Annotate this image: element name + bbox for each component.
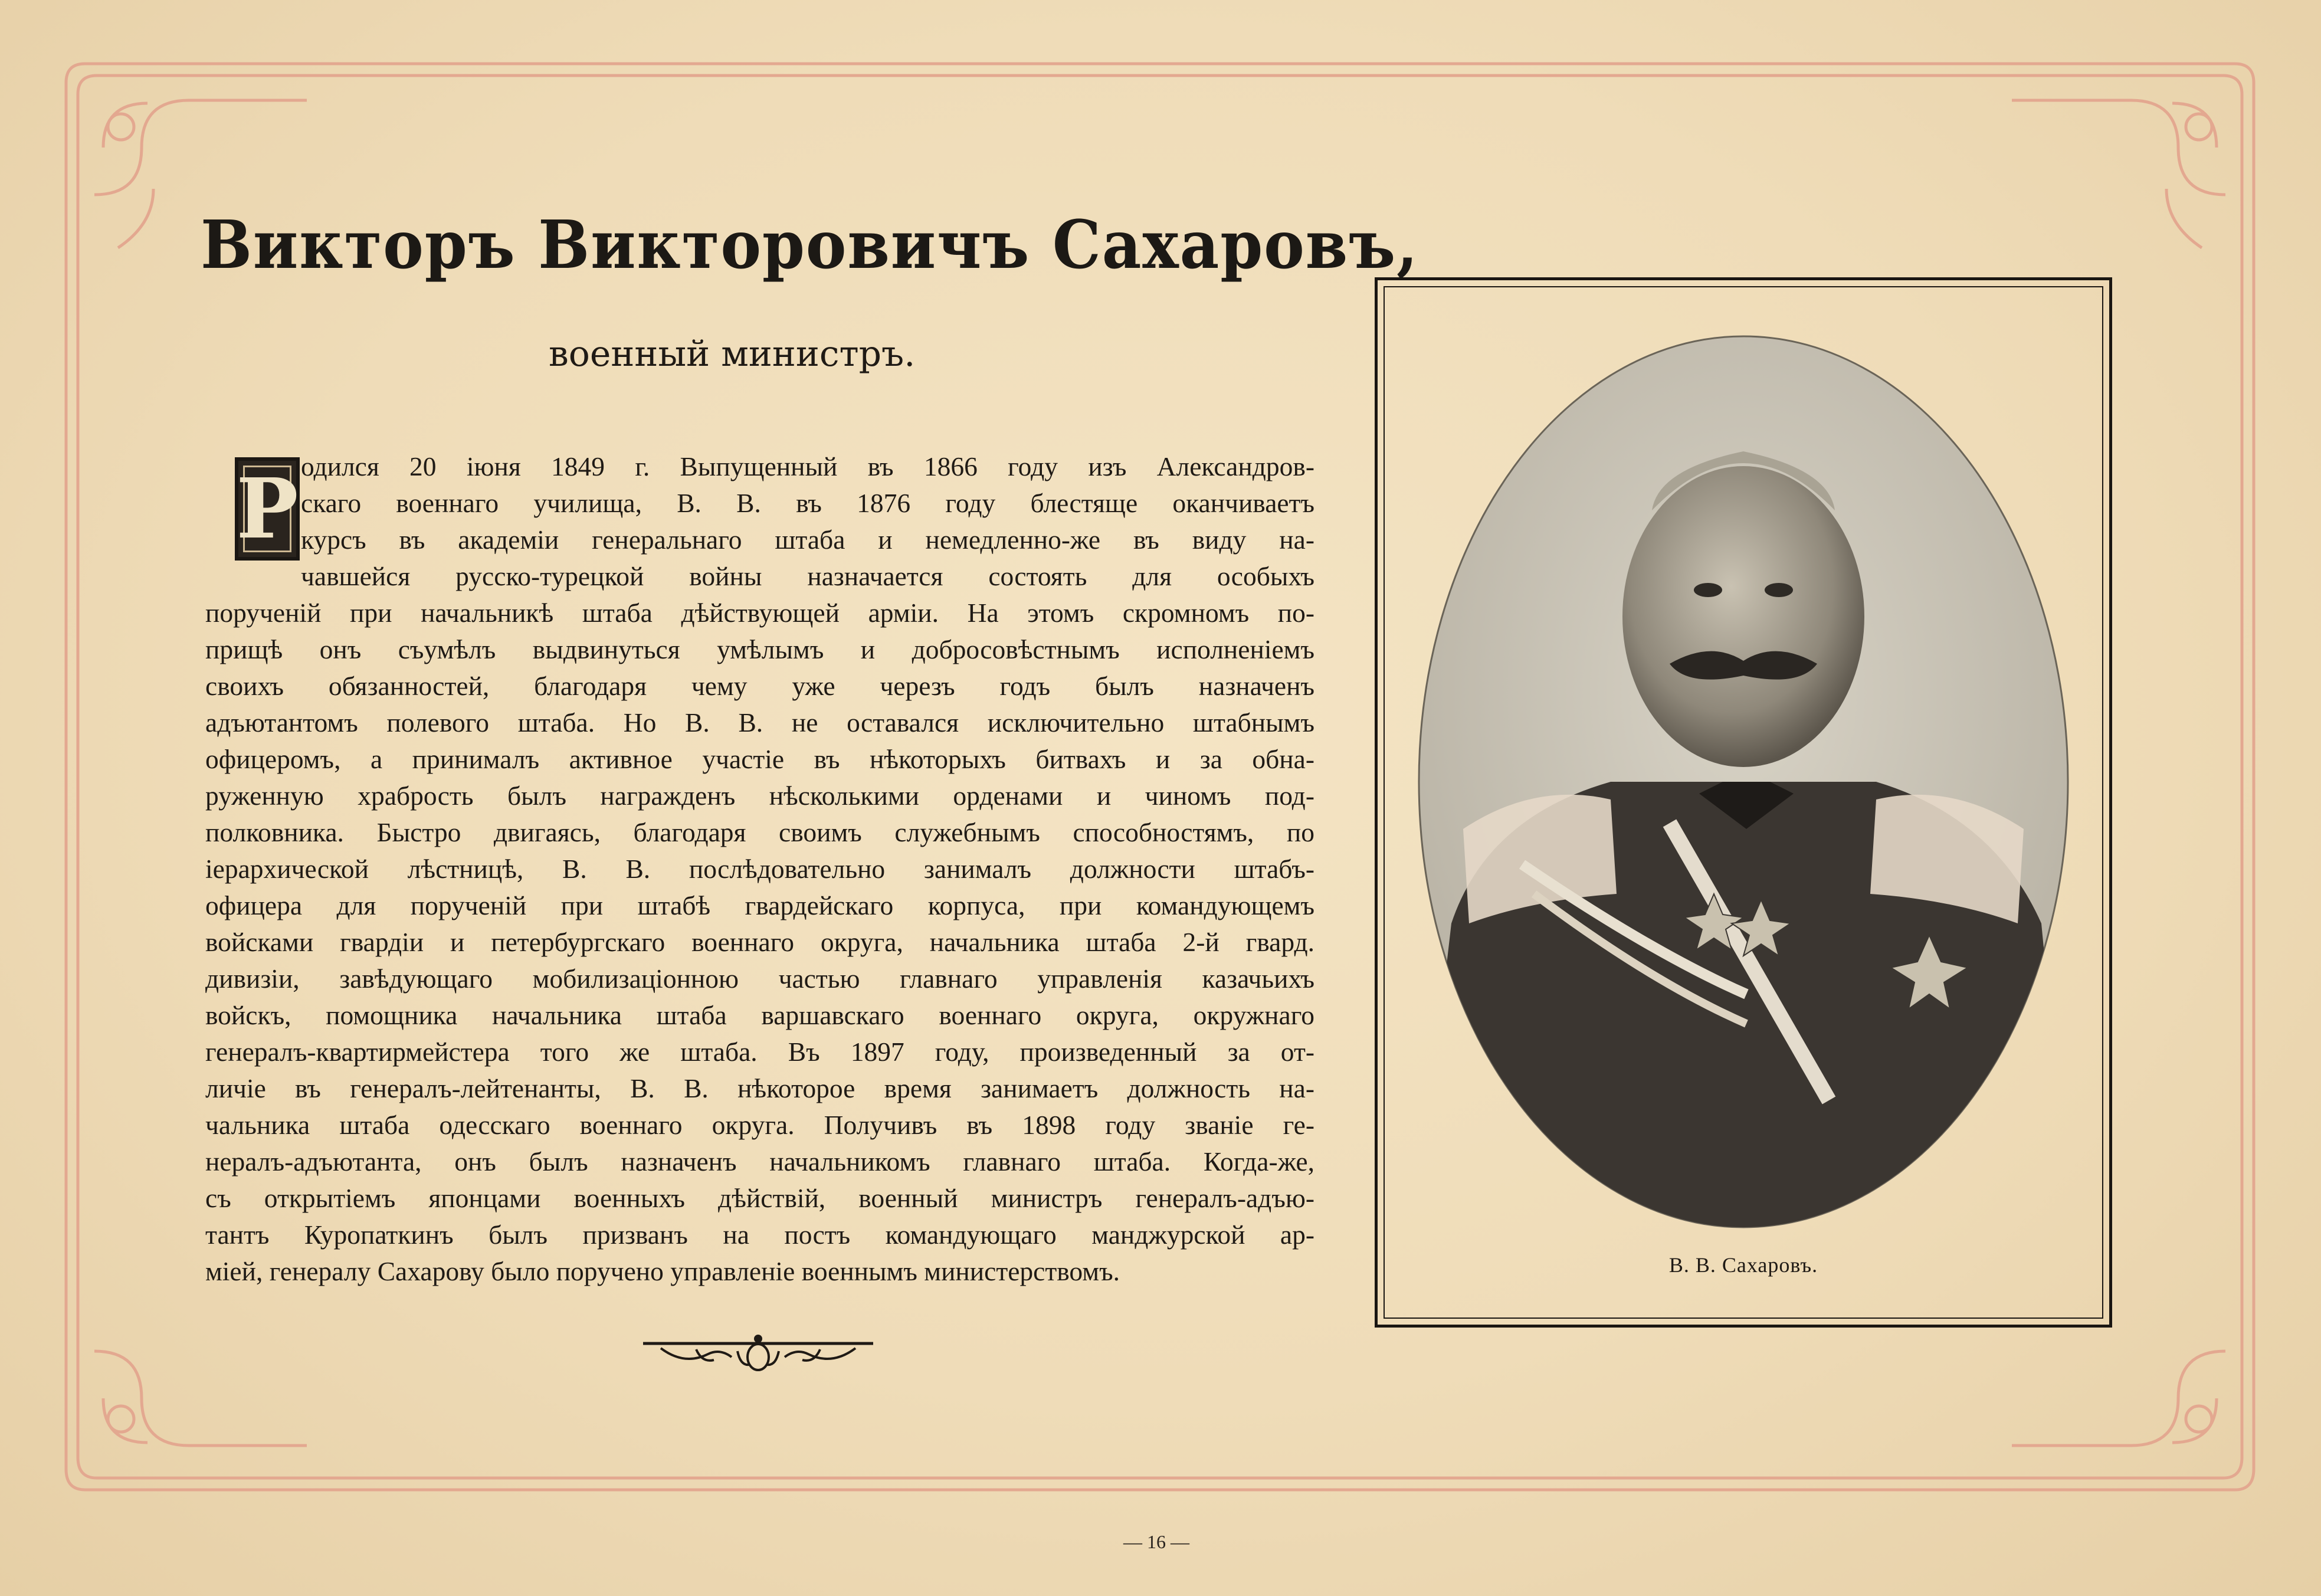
text-line: нералъ-адъютанта, онъ былъ назначенъ начальникомъ главнаго штаба. Когда-же, (205, 1146, 1314, 1176)
text-line: дивизіи, завѣдующаго мобилизаціонною частью главнаго управленія казачьихъ (205, 964, 1314, 994)
text-line: своихъ обязанностей, благодаря чему уже черезъ годъ былъ назначенъ (205, 671, 1314, 701)
text-line: личіе въ генералъ-лейтенанты, В. В. нѣкоторое время занимаетъ должность на- (205, 1073, 1314, 1103)
page-title: Викторъ Викторовичъ Сахаровъ, (201, 207, 1419, 284)
text-line: чавшейся русско-турецкой войны назначается состоять для особыхъ (301, 561, 1314, 591)
text-line: скаго военнаго училища, В. В. въ 1876 году блестяще оканчиваетъ (301, 488, 1314, 518)
text-line: войсками гвардіи и петербургскаго военнаго округа, начальника штаба 2-й гвард. (205, 927, 1314, 957)
text-line: генералъ-квартирмейстера того же штаба. Въ 1897 году, произведенный за от- (205, 1037, 1314, 1067)
text-line: курсъ въ академіи генеральнаго штаба и немедленно-же въ виду на- (301, 525, 1314, 555)
text-line: прищѣ онъ съумѣлъ выдвинуться умѣлымъ и добросовѣстнымъ исполненіемъ (205, 634, 1314, 664)
text-line: порученій при начальникѣ штаба дѣйствующей арміи. На этомъ скромномъ по- (205, 598, 1314, 628)
text-line: офицеромъ, а принималъ активное участіе въ нѣкоторыхъ битвахъ и за обна- (205, 744, 1314, 774)
text-line: іерархической лѣстницѣ, В. В. послѣдовательно занималъ должности штабъ- (205, 854, 1314, 884)
text-line: міей, генералу Сахарову было поручено управленіе военнымъ министерствомъ. (205, 1256, 1120, 1286)
biography-text (205, 448, 1314, 1290)
text-line: чальника штаба одесскаго военнаго округа. Получивъ въ 1898 году званіе ге- (205, 1110, 1314, 1140)
text-line: руженную храбрость былъ награжденъ нѣсколькими орденами и чиномъ под- (205, 781, 1314, 811)
text-line: войскъ, помощника начальника штаба варшавскаго военнаго округа, окружнаго (205, 1000, 1314, 1030)
portrait-photo (1416, 333, 2071, 1230)
ornament-divider (637, 1330, 879, 1378)
page-subtitle: военный министръ. (549, 333, 916, 375)
text-line: адъютантомъ полевого штаба. Но В. В. не оставался исключительно штабнымъ (205, 707, 1314, 738)
text-line: одился 20 іюня 1849 г. Выпущенный въ 1866 году изъ Александров- (301, 451, 1314, 481)
text-line: офицера для порученій при штабѣ гвардейскаго корпуса, при командующемъ (205, 890, 1314, 920)
text-line: съ открытіемъ японцами военныхъ дѣйствій, военный министръ генералъ-адъю- (205, 1183, 1314, 1213)
text-line: тантъ Куропаткинъ былъ призванъ на постъ командующаго манджурской ар- (205, 1220, 1314, 1250)
portrait-caption: В. В. Сахаровъ. (1668, 1253, 1818, 1277)
text-line: полковника. Быстро двигаясь, благодаря своимъ служебнымъ способностямъ, по (205, 817, 1314, 847)
page-number: — 16 — (1123, 1531, 1189, 1552)
drop-cap-letter: Р (236, 460, 299, 558)
